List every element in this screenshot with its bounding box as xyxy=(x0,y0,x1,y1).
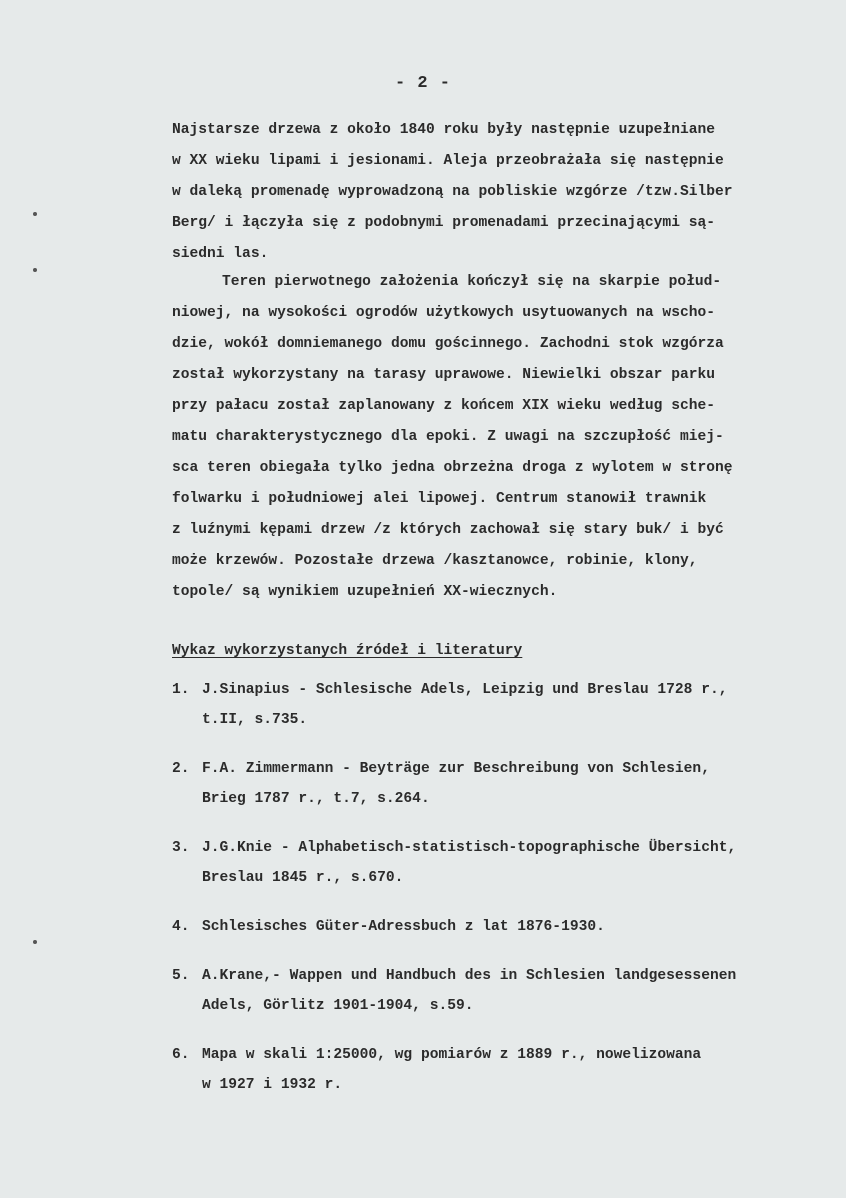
source-number: 5. xyxy=(172,968,190,984)
paragraph-line: niowej, na wysokości ogrodów użytkowych usytuowanych na wscho- xyxy=(172,305,715,321)
paragraph-1 xyxy=(172,115,812,270)
source-line: Breslau 1845 r., s.670. xyxy=(202,870,404,886)
paragraph-line: sca teren obiegała tylko jedna obrzeżna droga z wylotem w stronę xyxy=(172,460,733,476)
source-item xyxy=(172,1040,832,1100)
source-line: w 1927 i 1932 r. xyxy=(202,1077,343,1093)
source-line: Mapa w skali 1:25000, wg pomiarów z 1889 r., nowelizowana xyxy=(202,1047,702,1063)
source-line: Schlesisches Güter-Adressbuch z lat 1876-1930. xyxy=(202,919,605,935)
paragraph-line: w XX wieku lipami i jesionami. Aleja przeobrażała się następnie xyxy=(172,153,724,169)
source-number: 4. xyxy=(172,919,190,935)
paragraph-line: z luźnymi kępami drzew /z których zachował się stary buk/ i być xyxy=(172,522,724,538)
source-item xyxy=(172,912,832,942)
source-number: 1. xyxy=(172,682,190,698)
margin-dot xyxy=(33,212,37,216)
source-item xyxy=(172,754,832,814)
paragraph-line: folwarku i południowej alei lipowej. Centrum stanowił trawnik xyxy=(172,491,707,507)
margin-dot xyxy=(33,940,37,944)
page-number: - 2 - xyxy=(394,74,451,93)
source-number: 6. xyxy=(172,1047,190,1063)
paragraph-line: został wykorzystany na tarasy uprawowe. Niewielki obszar parku xyxy=(172,367,715,383)
paragraph-2 xyxy=(172,267,812,608)
source-number: 3. xyxy=(172,840,190,856)
source-line: t.II, s.735. xyxy=(202,712,308,728)
sources-list xyxy=(172,675,832,1119)
source-line: Adels, Görlitz 1901-1904, s.59. xyxy=(202,998,474,1014)
paragraph-line: dzie, wokół domniemanego domu gościnnego. Zachodni stok wzgórza xyxy=(172,336,724,352)
paragraph-line: Najstarsze drzewa z około 1840 roku były następnie uzupełniane xyxy=(172,122,715,138)
paragraph-line: Berg/ i łączyła się z podobnymi promenadami przecinającymi są- xyxy=(172,215,715,231)
source-line: Brieg 1787 r., t.7, s.264. xyxy=(202,791,430,807)
source-number: 2. xyxy=(172,761,190,777)
source-line: J.G.Knie - Alphabetisch-statistisch-topographische Übersicht, xyxy=(202,840,737,856)
source-line: F.A. Zimmermann - Beyträge zur Beschreibung von Schlesien, xyxy=(202,761,710,777)
paragraph-line: w daleką promenadę wyprowadzoną na pobliskie wzgórze /tzw.Silber xyxy=(172,184,733,200)
paragraph-line: może krzewów. Pozostałe drzewa /kasztanowce, robinie, klony, xyxy=(172,553,698,569)
margin-dot xyxy=(33,268,37,272)
paragraph-line: siedni las. xyxy=(172,246,269,262)
source-line: J.Sinapius - Schlesische Adels, Leipzig und Breslau 1728 r., xyxy=(202,682,728,698)
source-item xyxy=(172,961,832,1021)
paragraph-line: topole/ są wynikiem uzupełnień XX-wiecznych. xyxy=(172,584,558,600)
paragraph-line: przy pałacu został zaplanowany z końcem XIX wieku według sche- xyxy=(172,398,715,414)
sources-heading: Wykaz wykorzystanych źródeł i literatury xyxy=(172,643,523,659)
paragraph-line: matu charakterystycznego dla epoki. Z uwagi na szczupłość miej- xyxy=(172,429,724,445)
source-line: A.Krane,- Wappen und Handbuch des in Schlesien landgesessenen xyxy=(202,968,737,984)
source-item xyxy=(172,833,832,893)
paragraph-line: Teren pierwotnego założenia kończył się na skarpie połud- xyxy=(222,274,722,290)
source-item xyxy=(172,675,832,735)
